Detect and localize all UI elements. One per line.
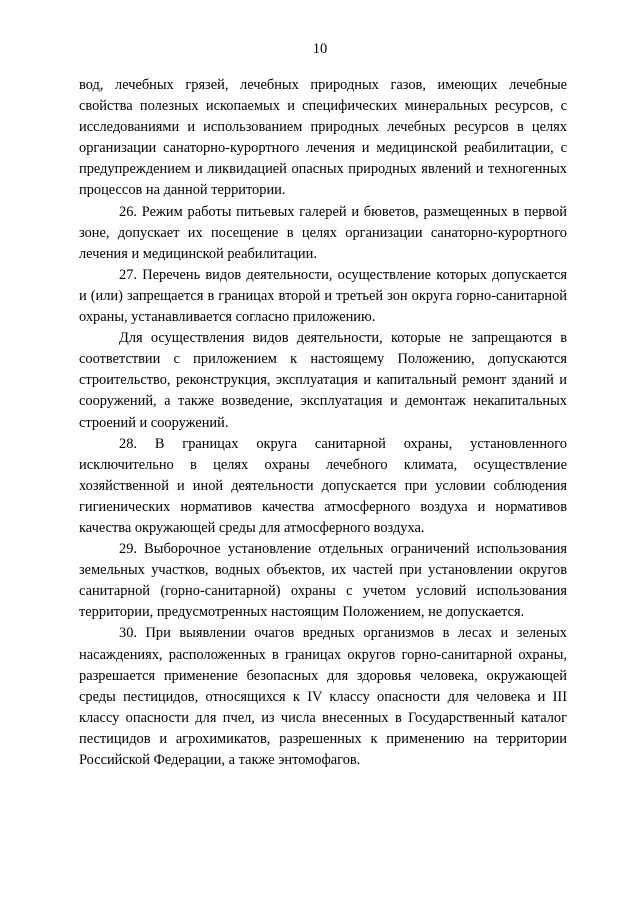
page-number: 10	[312, 41, 328, 57]
paragraph-item-28: 28. В границах округа санитарной охраны, установленного исключительно в целях охраны лечебного климата, осуществление хозяйственной и иной деятельности допускается при условии соблюдения гигиенических нормативов качества атмосферного воздуха и нормативов качества окружающей среды для атмосферного воздуха.	[79, 435, 567, 536]
paragraph-item-30: 30. При выявлении очагов вредных организмов в лесах и зеленых насаждениях, расположенных в границах округов горно-санитарной охраны, разрешается применение безопасных для здоровья человека, окружающей среды пестицидов, относящихся к IV классу опасности для человека и III классу опасности для пчел, из числа внесенных в Государственный каталог пестицидов и агрохимикатов, разрешенных к применению на территории Российской Федерации, а также энтомофагов.	[79, 625, 567, 768]
paragraph-item-29: 29. Выборочное установление отдельных ограничений использования земельных участков, водных объектов, их частей при установлении округов санитарной (горно-санитарной) охраны с учетом условий использования территории, предусмотренных настоящим Положением, не допускается.	[79, 541, 567, 621]
document-body	[79, 75, 567, 771]
paragraph-item-27-continuation: Для осуществления видов деятельности, которые не запрещаются в соответствии с приложением к настоящему Положению, допускаются строительство, реконструкция, эксплуатация и капитальный ремонт зданий и сооружений, а также возведение, эксплуатация и демонтаж некапитальных строений и сооружений.	[79, 330, 567, 431]
paragraph-continuation: вод, лечебных грязей, лечебных природных газов, имеющих лечебные свойства полезных ископаемых и специфических минеральных ресурсов, с исследованиями и использованием природных лечебных ресурсов в целях организации санаторно-курортного лечения и медицинской реабилитации, с предупреждением и ликвидацией опасных природных явлений и техногенных процессов на данной территории.	[79, 77, 567, 199]
paragraph-item-27: 27. Перечень видов деятельности, осуществление которых допускается и (или) запрещается в границах второй и третьей зон округа горно-санитарной охраны, устанавливается согласно приложению.	[79, 266, 567, 326]
paragraph-item-26: 26. Режим работы питьевых галерей и бюветов, размещенных в первой зоне, допускает их посещение в целях организации санаторно-курортного лечения и медицинской реабилитации.	[79, 203, 567, 262]
